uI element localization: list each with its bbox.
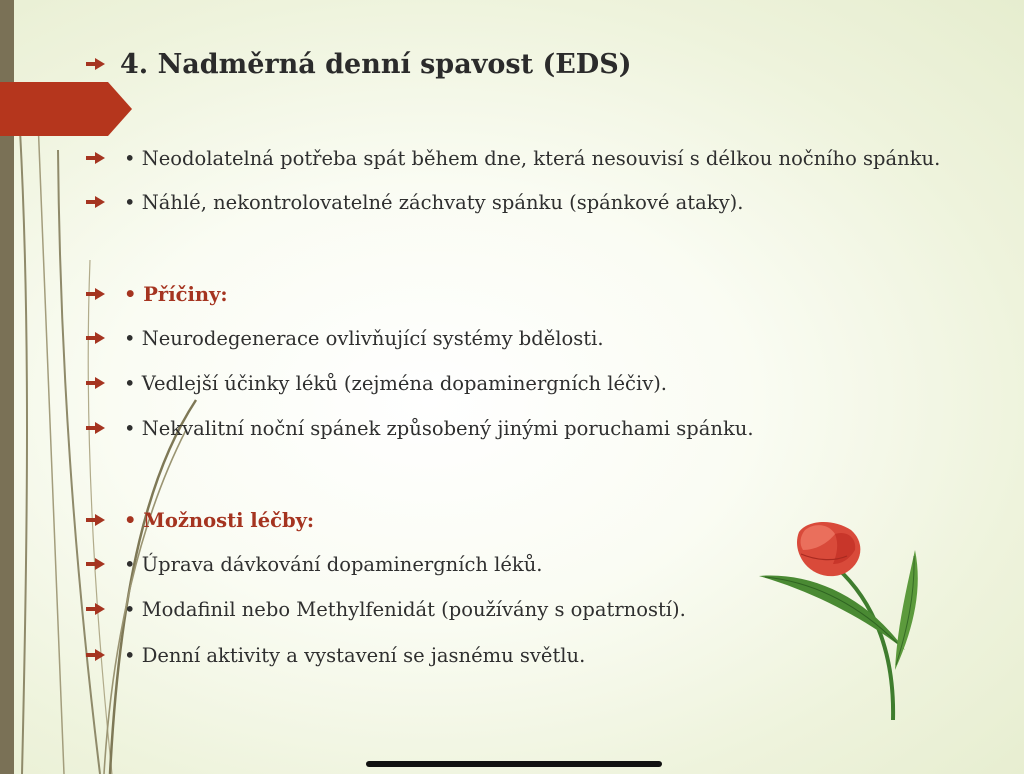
- section-heading-text: • Příčiny:: [124, 282, 228, 306]
- arrow-bullet-icon: [86, 195, 106, 209]
- list-item-text: • Náhlé, nekontrolovatelné záchvaty spánku (spánkové ataky).: [124, 190, 744, 214]
- list-item-text: • Denní aktivity a vystavení se jasnému světlu.: [124, 643, 586, 667]
- list-item-text: • Neurodegenerace ovlivňující systémy bdělosti.: [124, 326, 604, 350]
- list-item: [86, 323, 604, 353]
- arrow-bullet-icon: [86, 376, 106, 390]
- list-item: [86, 594, 686, 624]
- list-item-text: • Vedlejší účinky léků (zejména dopaminergních léčiv).: [124, 371, 668, 395]
- slide-title-row: [86, 44, 632, 84]
- red-arrow-banner: [0, 82, 132, 136]
- arrow-bullet-icon: [86, 648, 106, 662]
- list-item-text: • Úprava dávkování dopaminergních léků.: [124, 552, 543, 576]
- arrow-bullet-icon: [86, 287, 106, 301]
- list-item-text: • Modafinil nebo Methylfenidát (používány s opatrností).: [124, 597, 686, 621]
- arrow-bullet-icon: [86, 331, 106, 345]
- list-item-text: • Neodolatelná potřeba spát během dne, která nesouvisí s délkou nočního spánku.: [124, 146, 941, 170]
- home-indicator-bar[interactable]: [366, 761, 662, 767]
- arrow-bullet-icon: [86, 513, 106, 527]
- arrow-bullet-icon: [86, 557, 106, 571]
- arrow-bullet-icon: [86, 421, 106, 435]
- list-item: [86, 143, 940, 173]
- list-item-text: • Nekvalitní noční spánek způsobený jinými poruchami spánku.: [124, 416, 754, 440]
- arrow-bullet-icon: [86, 151, 106, 165]
- slide-title: 4. Nadměrná denní spavost (EDS): [120, 48, 632, 80]
- section-heading-causes: [86, 279, 228, 309]
- list-item: [86, 640, 585, 670]
- tulip-icon: [755, 520, 930, 725]
- section-heading-text: • Možnosti léčby:: [124, 508, 315, 532]
- arrow-bullet-icon: [86, 57, 106, 71]
- section-heading-treatment: [86, 505, 314, 535]
- arrow-bullet-icon: [86, 602, 106, 616]
- list-item: [86, 368, 667, 398]
- list-item: [86, 413, 754, 443]
- list-item: [86, 187, 743, 217]
- list-item: [86, 549, 543, 579]
